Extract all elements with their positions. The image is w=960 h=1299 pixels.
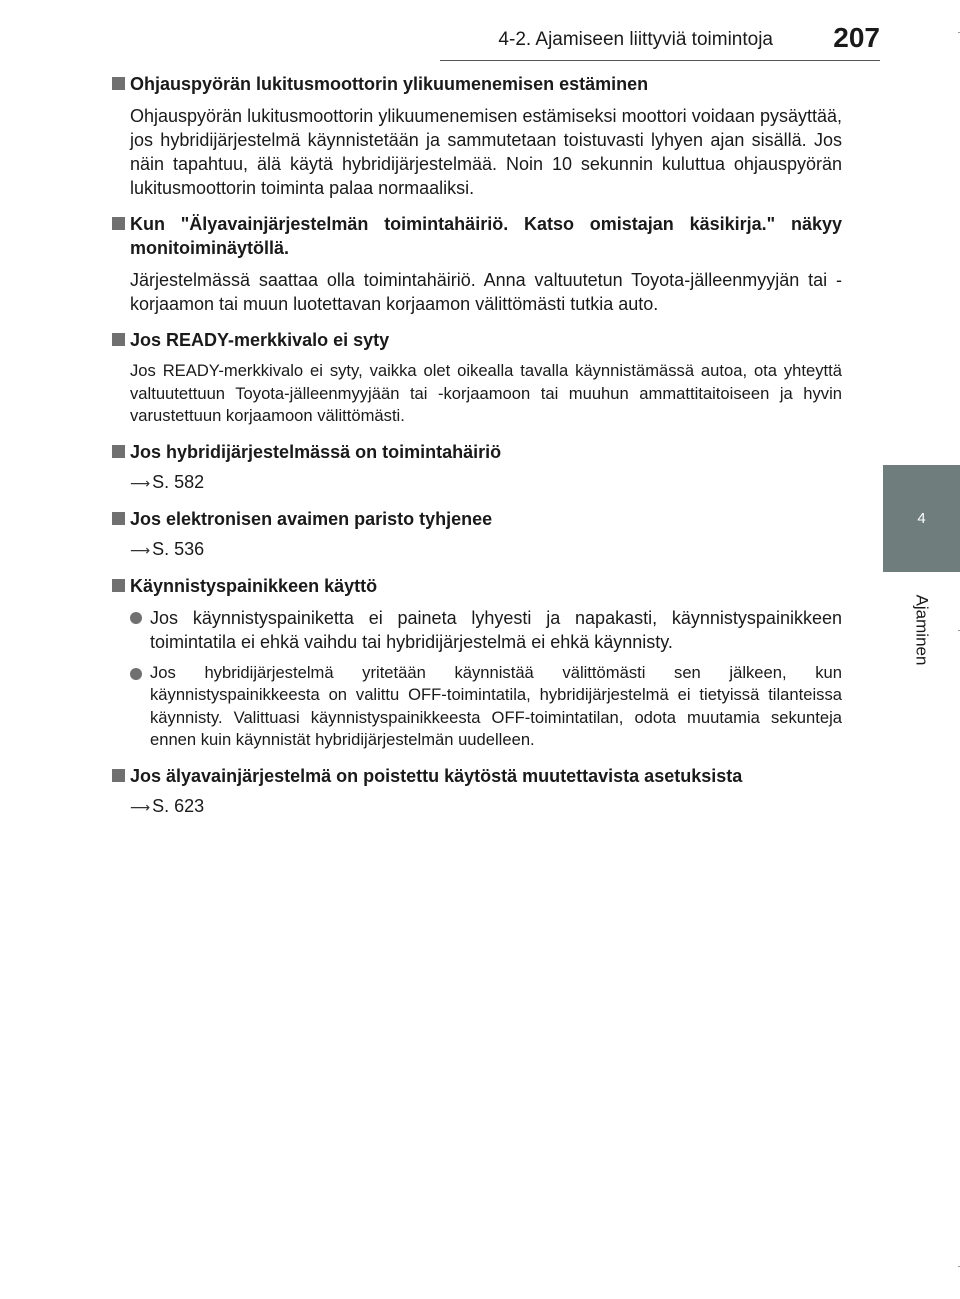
section [110, 507, 842, 562]
square-bullet-icon [112, 333, 125, 346]
section [110, 574, 842, 752]
header-section-title: 4-2. Ajamiseen liittyviä toimintoja [498, 29, 773, 50]
section [110, 764, 842, 819]
section-title: Ohjauspyörän lukitusmoottorin ylikuumenemisen estäminen [110, 72, 842, 96]
section [110, 212, 842, 316]
chapter-label: Ajaminen [912, 594, 932, 666]
section-body: Ohjauspyörän lukitusmoottorin ylikuumenemisen estämiseksi moottori voidaan pysäyttää, jos hybridijärjestelmä käynnistetään ja sammutetaan toistuvasti lyhyen ajan sisällä. Jos näin tapahtuu, älä käytä hybridijärjestelmää. Noin 10 sekunnin kuluttua ohjauspyörän lukitusmoottorin toiminta palaa normaaliksi. [130, 106, 842, 198]
page-reference-link[interactable]: S. 536 [152, 538, 205, 559]
page-header [0, 22, 880, 62]
section-title: Käynnistyspainikkeen käyttö [110, 574, 842, 598]
page-reference [110, 794, 842, 819]
square-bullet-icon [112, 769, 125, 782]
section-title: Kun "Älyavainjärjestelmän toimintahäiriö. Katso omistajan käsikirja." näkyy monitoiminäytöllä. [110, 212, 842, 260]
page-reference-link[interactable]: S. 623 [152, 795, 205, 816]
section-title: Jos READY-merkkivalo ei syty [110, 328, 842, 352]
section [110, 72, 842, 200]
page-reference [110, 537, 842, 562]
page-number: 207 [833, 22, 880, 53]
section [110, 328, 842, 428]
page-reference-link[interactable]: S. 582 [152, 471, 205, 492]
arrow-right-icon: ⟶ [130, 798, 151, 815]
list-item: Jos käynnistyspainiketta ei paineta lyhyesti ja napakasti, käynnistyspainikkeen toimintatila ei ehkä vaihdu tai hybridijärjestelmä ei ehkä käynnisty. [110, 606, 842, 654]
section-body: Järjestelmässä saattaa olla toimintahäiriö. Anna valtuutetun Toyota-jälleenmyyjän tai -korjaamon tai muun luotettavan korjaamon välittömästi tutkia auto. [130, 270, 842, 314]
circle-bullet-icon [130, 668, 142, 680]
square-bullet-icon [112, 579, 125, 592]
square-bullet-icon [112, 217, 125, 230]
square-bullet-icon [112, 445, 125, 458]
header-rule [440, 60, 880, 61]
square-bullet-icon [112, 77, 125, 90]
page-content [110, 72, 842, 831]
section-title: Jos älyavainjärjestelmä on poistettu käytöstä muutettavista asetuksista [110, 764, 842, 788]
chapter-number: 4 [917, 510, 926, 527]
arrow-right-icon: ⟶ [130, 541, 151, 558]
list-item: Jos hybridijärjestelmä yritetään käynnistää välittömästi sen jälkeen, kun käynnistyspainikkeesta on valittu OFF-toimintatila, hybridijärjestelmä ei tietyissä tilanteissa käynnisty. Valittuasi käynnistyspainikkeesta OFF-toimintatilan, odota muutamia sekunteja ennen kuin käynnistät hybridijärjestelmän uudelleen. [110, 662, 842, 752]
section [110, 440, 842, 495]
chapter-label-container [883, 585, 960, 675]
circle-bullet-icon [130, 612, 142, 624]
page-reference [110, 470, 842, 495]
section-title: Jos hybridijärjestelmässä on toimintahäiriö [110, 440, 842, 464]
chapter-tab [883, 465, 960, 572]
arrow-right-icon: ⟶ [130, 474, 151, 491]
square-bullet-icon [112, 512, 125, 525]
section-title: Jos elektronisen avaimen paristo tyhjenee [110, 507, 842, 531]
section-body: Jos READY-merkkivalo ei syty, vaikka olet oikealla tavalla käynnistämässä autoa, ota yhteyttä valtuutettuun Toyota-jälleenmyyjään tai -korjaamoon tai muuhun ammattitaitoiseen ja hyvin varustettuun korjaamoon välittömästi. [130, 361, 842, 425]
